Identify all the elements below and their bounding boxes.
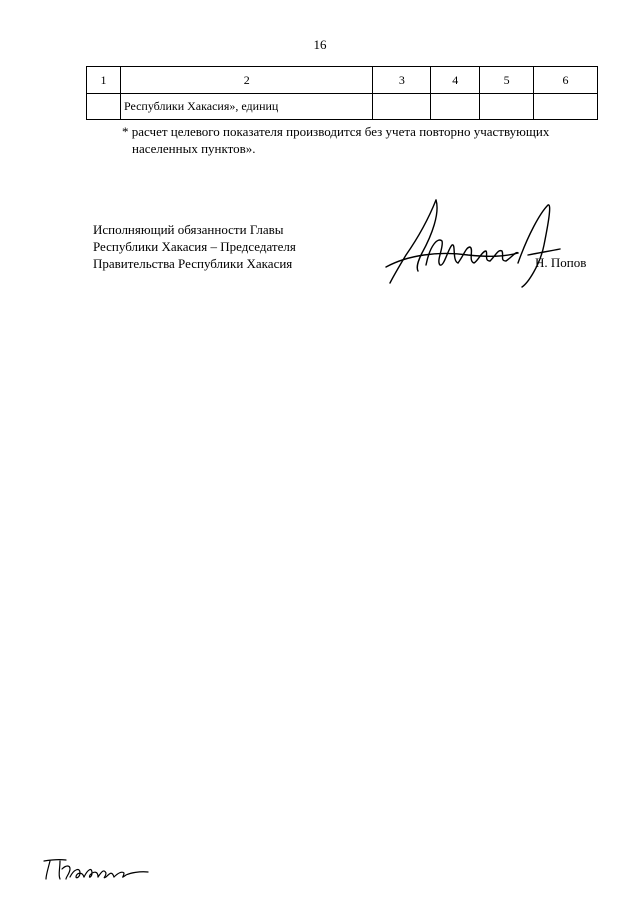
table-header-cell: 4 xyxy=(431,67,480,94)
table-header-cell: 2 xyxy=(120,67,373,94)
table-header-cell: 3 xyxy=(373,67,431,94)
table-header-row xyxy=(87,67,598,94)
table-header-cell: 1 xyxy=(87,67,121,94)
table-cell xyxy=(87,94,121,120)
table-cell xyxy=(534,94,598,120)
footnote xyxy=(122,123,602,157)
handwritten-signature xyxy=(378,195,563,290)
table-header-cell: 6 xyxy=(534,67,598,94)
table-cell xyxy=(480,94,534,120)
data-table xyxy=(86,66,598,120)
position-line: Исполняющий обязанности Главы xyxy=(93,222,284,237)
signatory-position xyxy=(93,221,296,272)
page-number: 16 xyxy=(313,37,327,52)
table-cell: Республики Хакасия», единиц xyxy=(120,94,373,120)
table-cell xyxy=(431,94,480,120)
table-header-cell: 5 xyxy=(480,67,534,94)
handwritten-initials xyxy=(40,855,150,890)
position-line: Правительства Республики Хакасия xyxy=(93,256,293,271)
position-line: Республики Хакасия – Председателя xyxy=(93,239,296,254)
footnote-line: населенных пунктов». xyxy=(132,141,256,156)
table-row xyxy=(87,94,598,120)
table-cell xyxy=(373,94,431,120)
footnote-line: * расчет целевого показателя производится без учета повторно участвующих xyxy=(122,124,550,139)
signer-name: Н. Попов xyxy=(535,255,587,270)
